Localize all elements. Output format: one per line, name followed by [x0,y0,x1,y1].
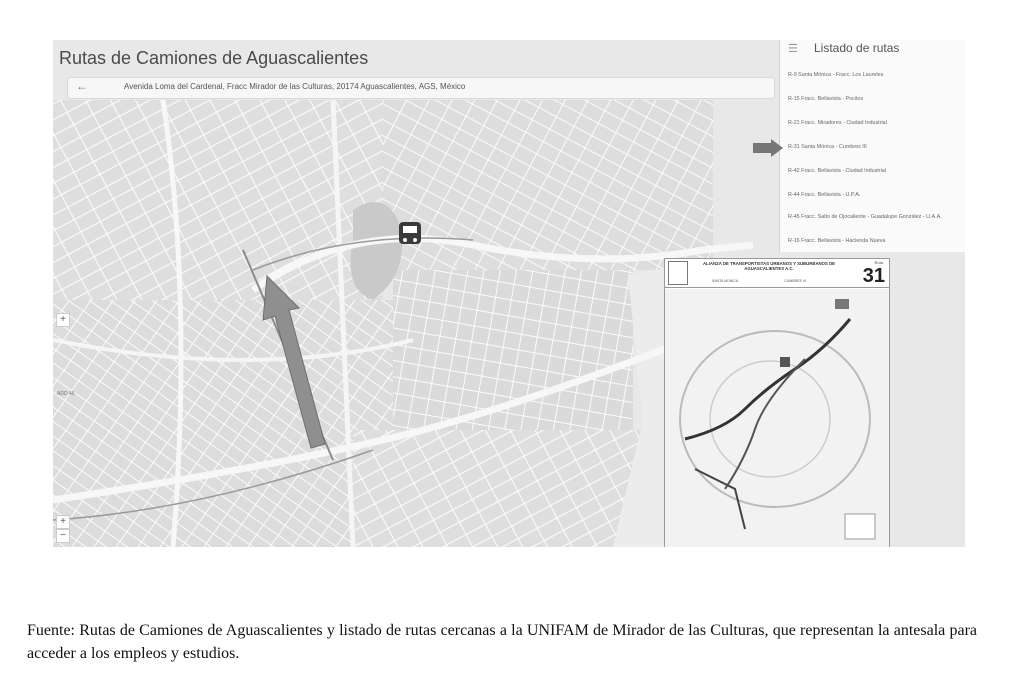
route-item[interactable]: R-9 Santa Mónica - Fracc. Los Laureles [788,72,884,78]
address-text: Avenida Loma del Cardenal, Fracc Mirador de las Culturas, 20174 Aguascalientes, AGS, México [124,82,466,91]
route-item[interactable]: R-44 Fracc. Bellavista - U.P.A. [788,192,861,198]
map-screenshot [53,40,965,547]
menu-icon[interactable]: ☰ [788,43,798,55]
inset-route-number: 31 [862,265,885,287]
figure-caption: Fuente: Rutas de Camiones de Aguascalientes y listado de rutas cercanas a la UNIFAM de Mirador de las Culturas, que representan la antesala para acceder a los empleos y estudios. [27,622,977,662]
route-31-map-inset [664,258,890,547]
route-item[interactable]: R-42 Fracc. Bellavista - Ciudad Industrial [788,168,886,174]
inset-organization: ALIANZA DE TRANSPORTISTAS URBANOS Y SUBURBANOS DE AGUASCALIENTES A.C. [702,261,836,271]
pointer-arrow-icon [753,139,783,157]
route-list-panel [779,40,965,252]
zoom-in-button-bottom[interactable]: + [56,515,70,529]
route-item[interactable]: R-21 Fracc. Miradores - Ciudad Industrial [788,120,887,126]
inset-route-map [665,289,889,547]
logo-icon [668,261,688,285]
zoom-out-button[interactable]: − [56,529,70,543]
route-item[interactable]: R-45 Fracc. Salto de Ojocaliente - Guadalupe González - U.A.A. [788,214,942,220]
route-item[interactable]: R-16 Fracc. Bellavista - Hacienda Nueva [788,238,886,244]
zoom-in-button[interactable]: + [56,313,70,327]
inset-origin: SANTA MONICA [711,279,739,283]
arrow-back-icon[interactable]: ← [76,79,88,93]
inset-destination: CUMBRES III [784,279,806,283]
inset-header [665,259,889,288]
panel-title: Listado de rutas [814,41,900,55]
road-label: ADD 45 [57,391,75,397]
inset-route-word: Ruta [874,260,883,265]
panel-header [780,40,965,64]
bus-icon [399,222,421,244]
address-search-bar[interactable] [67,77,775,99]
route-item[interactable]: R-31 Santa Mónica - Cumbres III [788,144,867,150]
app-title: Rutas de Camiones de Aguascalientes [59,48,369,68]
route-item[interactable]: R-15 Fracc. Bellavista - Pocitos [788,96,864,102]
